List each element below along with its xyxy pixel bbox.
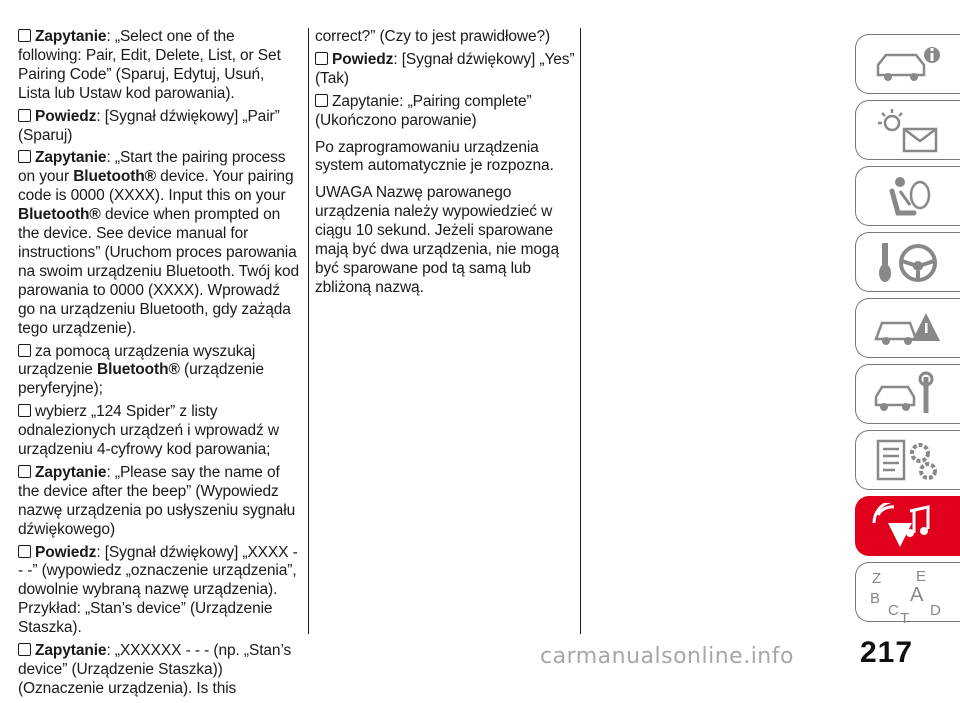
step-paragraph: za pomocą urządzenia wyszukaj urządzenie Bluetooth® (urządzenie peryferyjne); [18,342,264,398]
tab-multimedia[interactable] [855,496,960,556]
prompt-paragraph: Zapytanie: „Start the pairing process on your Bluetooth® device. Your pairing code is 0000 (XXXX). Input this on your Bluetooth® device when prompted on the device. See device manual for instructions” (Uruchom proces parowania na swoim urządzeniu Bluetooth. Twój kod parowania to 0000 (XXXX). Wprowadź go na urządzeniu Bluetooth, gdy zażąda tego urządzenie). [18,149,300,337]
tab-car-info[interactable] [855,34,960,94]
checkbox-bullet-icon [18,643,31,656]
page-number: 217 [860,636,914,669]
checkbox-bullet-icon [18,465,31,478]
checkbox-bullet-icon [315,52,328,65]
car-accident-warning-icon [870,305,950,353]
warning-lights-message-icon [870,107,950,155]
prompt-paragraph: Zapytanie: „Please say the name of the device after the beep” (Wypowiedz nazwę urządzenia po usłyszeniu sygnału dźwiękowego) [18,463,296,538]
middle-text-column [315,28,577,306]
tab-index[interactable] [855,562,960,622]
say-paragraph: Powiedz: [Sygnał dźwiękowy] „XXXX - - -” (wypowiedz „oznaczenie urządzenia”, dowolnie wybraną nazwę urządzenia). Przykład: „Stan’s device” (Urządzenie Staszka). [18,543,298,637]
svg-text:B: B [870,590,881,607]
body-paragraph: Po zaprogramowaniu urządzenia system automatycznie je rozpozna. [315,138,554,175]
step-paragraph: wybierz „124 Spider” z listy odnalezionych urządzeń i wprowadź w urządzeniu 4-cyfrowy kod parowania; [18,403,280,459]
car-info-icon [870,41,950,89]
key-steering-wheel-icon [870,239,950,287]
prompt-paragraph: Zapytanie: „Pairing complete” (Ukończono parowanie) [315,92,532,129]
watermark: carmanualsonline.info [540,644,794,669]
svg-text:Z: Z [872,570,882,587]
tab-safety[interactable] [855,166,960,226]
column-divider [308,28,309,634]
tab-emergency[interactable] [855,298,960,358]
prompt-paragraph: Zapytanie: „XXXXXX - - - (np. „Stan’s device” (Urządzenie Staszka)) (Oznaczenie urządzenia). Is this [18,642,292,697]
note-paragraph: UWAGA Nazwę parowanego urządzenia należy wypowiedzieć w ciągu 10 sekund. Jeżeli sparowane mają być dwa urządzenia, nie mogą być sparowane pod tą samą lub zbliżoną nazwą. [315,184,559,296]
tab-maintenance[interactable] [855,364,960,424]
checkbox-bullet-icon [18,344,31,357]
checkbox-bullet-icon [18,545,31,558]
svg-text:T: T [900,610,910,623]
checkbox-bullet-icon [18,404,31,417]
say-paragraph: Powiedz: [Sygnał dźwiękowy] „Yes” (Tak) [315,50,575,87]
tab-technical-data[interactable] [855,430,960,490]
prompt-paragraph: Zapytanie: „Select one of the following: Pair, Edit, Delete, List, or Set Pairing Code” (Sparuj, Edytuj, Usuń, Lista lub Ustaw kod parowania). [18,28,281,102]
column-divider [580,28,581,634]
checkbox-bullet-icon [18,109,31,122]
svg-text:A: A [910,584,924,606]
prompt-continuation: correct?” (Czy to jest prawidłowe?) [315,28,551,45]
svg-text:D: D [930,602,941,619]
tab-warning-lights[interactable] [855,100,960,160]
multimedia-music-icon [870,503,950,551]
left-text-column [18,28,300,703]
checkbox-bullet-icon [18,150,31,163]
tab-starting-driving[interactable] [855,232,960,292]
checkbox-bullet-icon [315,94,328,107]
svg-text:E: E [916,569,927,585]
car-maintenance-wrench-icon [870,371,950,419]
alphabetical-index-icon [870,569,950,623]
say-paragraph: Powiedz: [Sygnał dźwiękowy] „Pair” (Sparuj) [18,107,280,144]
svg-text:C: C [888,602,899,619]
technical-data-gears-icon [870,437,950,485]
seat-airbag-icon [870,173,950,221]
checkbox-bullet-icon [18,29,31,42]
